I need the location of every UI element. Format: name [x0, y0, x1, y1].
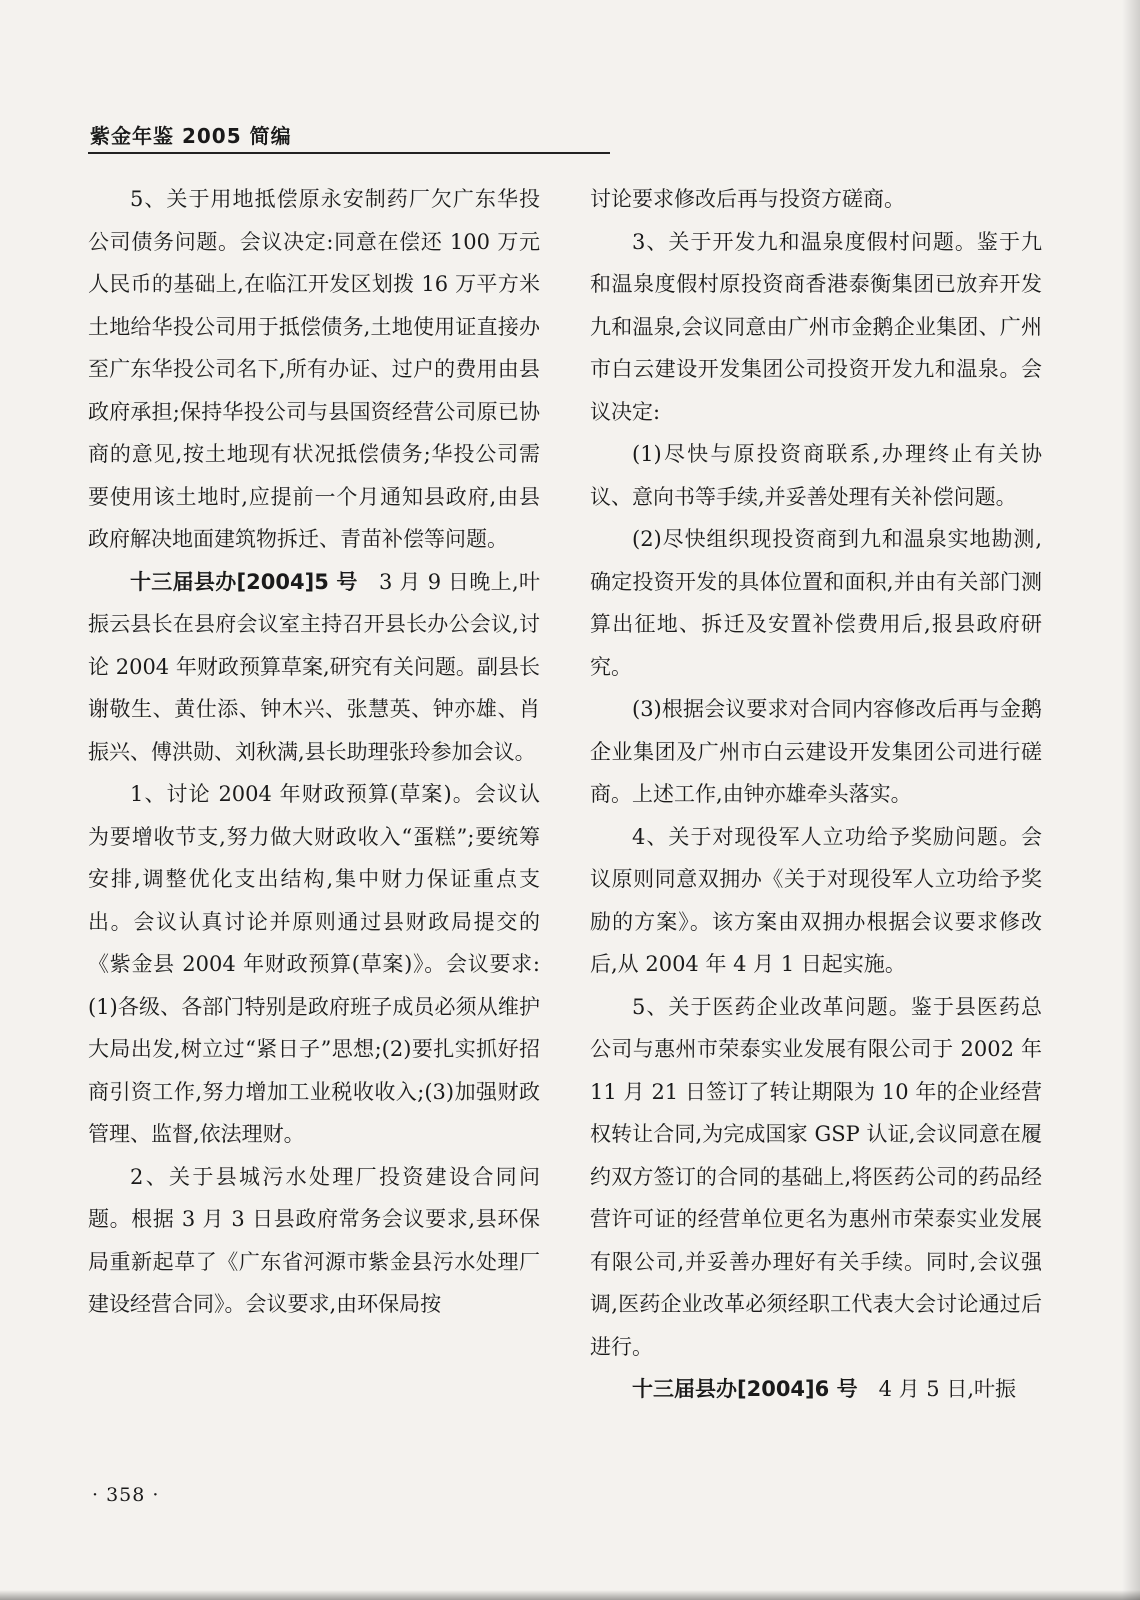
paragraph — [88, 1156, 540, 1326]
paragraph — [590, 221, 1042, 434]
paragraph-text: (2)尽快组织现投资商到九和温泉实地勘测,确定投资开发的具体位置和面积,并由有关部门测算出征地、拆迁及安置补偿费用后,报县政府研究。 — [590, 527, 1042, 679]
right-column — [590, 178, 1042, 1411]
paragraph — [88, 773, 540, 1156]
running-header: 紫金年鉴 2005 简编 — [90, 124, 292, 148]
left-column — [88, 178, 540, 1326]
paragraph-text: 4、关于对现役军人立功给予奖励问题。会议原则同意双拥办《关于对现役军人立功给予奖励的方案》。该方案由双拥办根据会议要求修改后,从 2004 年 4 月 1 日起实施。 — [590, 824, 1042, 976]
paragraph — [88, 178, 540, 561]
header-rule — [88, 152, 610, 154]
paragraph — [590, 816, 1042, 986]
paragraph-text: (1)尽快与原投资商联系,办理终止有关协议、意向书等手续,并妥善处理有关补偿问题。 — [590, 442, 1042, 509]
paragraph — [590, 1368, 1042, 1411]
paragraph — [590, 986, 1042, 1369]
document-number: 十三届县办[2004]5 号 — [130, 569, 358, 594]
paragraph-text: 5、关于医药企业改革问题。鉴于县医药总公司与惠州市荣泰实业发展有限公司于 2002 年 11 月 21 日签订了转让期限为 10 年的企业经营权转让合同,为完成国家 GSP 认证,会议同意在履约双方签订的合同的基础上,将医药公司的药品经营许可证的经营单位更名为惠州市荣泰实业发展有限公司,并妥善办理好有关手续。同时,会议强调,医药企业改革必须经职工代表大会讨论通过后进行。 — [590, 994, 1042, 1359]
paragraph-text: 3 月 9 日晚上,叶振云县长在县府会议室主持召开县长办公会议,讨论 2004 年财政预算草案,研究有关问题。副县长谢敬生、黄仕添、钟木兴、张慧英、钟亦雄、肖振兴、傅洪勋、刘秋满,县长助理张玲参加会议。 — [88, 569, 540, 764]
paragraph-text: 4 月 5 日,叶振 — [857, 1377, 1017, 1401]
scan-edge-shadow — [1122, 0, 1140, 1600]
paragraph — [590, 433, 1042, 518]
page-number: · 358 · — [92, 1484, 160, 1506]
paragraph-text: 5、关于用地抵偿原永安制药厂欠广东华投公司债务问题。会议决定:同意在偿还 100 万元人民币的基础上,在临江开发区划拨 16 万平方米土地给华投公司用于抵偿债务,土地使用证直接办至广东华投公司名下,所有办证、过户的费用由县政府承担;保持华投公司与县国资经营公司原已协商的意见,按土地现有状况抵偿债务;华投公司需要使用该土地时,应提前一个月通知县政府,由县政府解决地面建筑物拆迁、青苗补偿等问题。 — [88, 187, 540, 551]
paragraph-text: 3、关于开发九和温泉度假村问题。鉴于九和温泉度假村原投资商香港泰衡集团已放弃开发九和温泉,会议同意由广州市金鹅企业集团、广州市白云建设开发集团公司投资开发九和温泉。会议决定: — [590, 229, 1042, 424]
scan-bottom-edge — [0, 1590, 1140, 1600]
paragraph — [590, 688, 1042, 816]
paragraph-text: 1、讨论 2004 年财政预算(草案)。会议认为要增收节支,努力做大财政收入“蛋糕”;要统筹安排,调整优化支出结构,集中财力保证重点支出。会议认真讨论并原则通过县财政局提交的《紫金县 2004 年财政预算(草案)》。会议要求:(1)各级、各部门特别是政府班子成员必须从维护大局出发,树立过“紧日子”思想;(2)要扎实抓好招商引资工作,努力增加工业税收收入;(3)加强财政管理、监督,依法理财。 — [88, 782, 540, 1146]
paragraph — [590, 518, 1042, 688]
document-number: 十三届县办[2004]6 号 — [632, 1377, 858, 1401]
paragraph — [590, 178, 1042, 221]
paragraph — [88, 561, 540, 774]
paragraph-text: (3)根据会议要求对合同内容修改后再与金鹅企业集团及广州市白云建设开发集团公司进行磋商。上述工作,由钟亦雄牵头落实。 — [590, 697, 1042, 806]
paragraph-text: 讨论要求修改后再与投资方磋商。 — [590, 187, 905, 211]
paragraph-text: 2、关于县城污水处理厂投资建设合同问题。根据 3 月 3 日县政府常务会议要求,县环保局重新起草了《广东省河源市紫金县污水处理厂建设经营合同》。会议要求,由环保局按 — [88, 1164, 540, 1316]
